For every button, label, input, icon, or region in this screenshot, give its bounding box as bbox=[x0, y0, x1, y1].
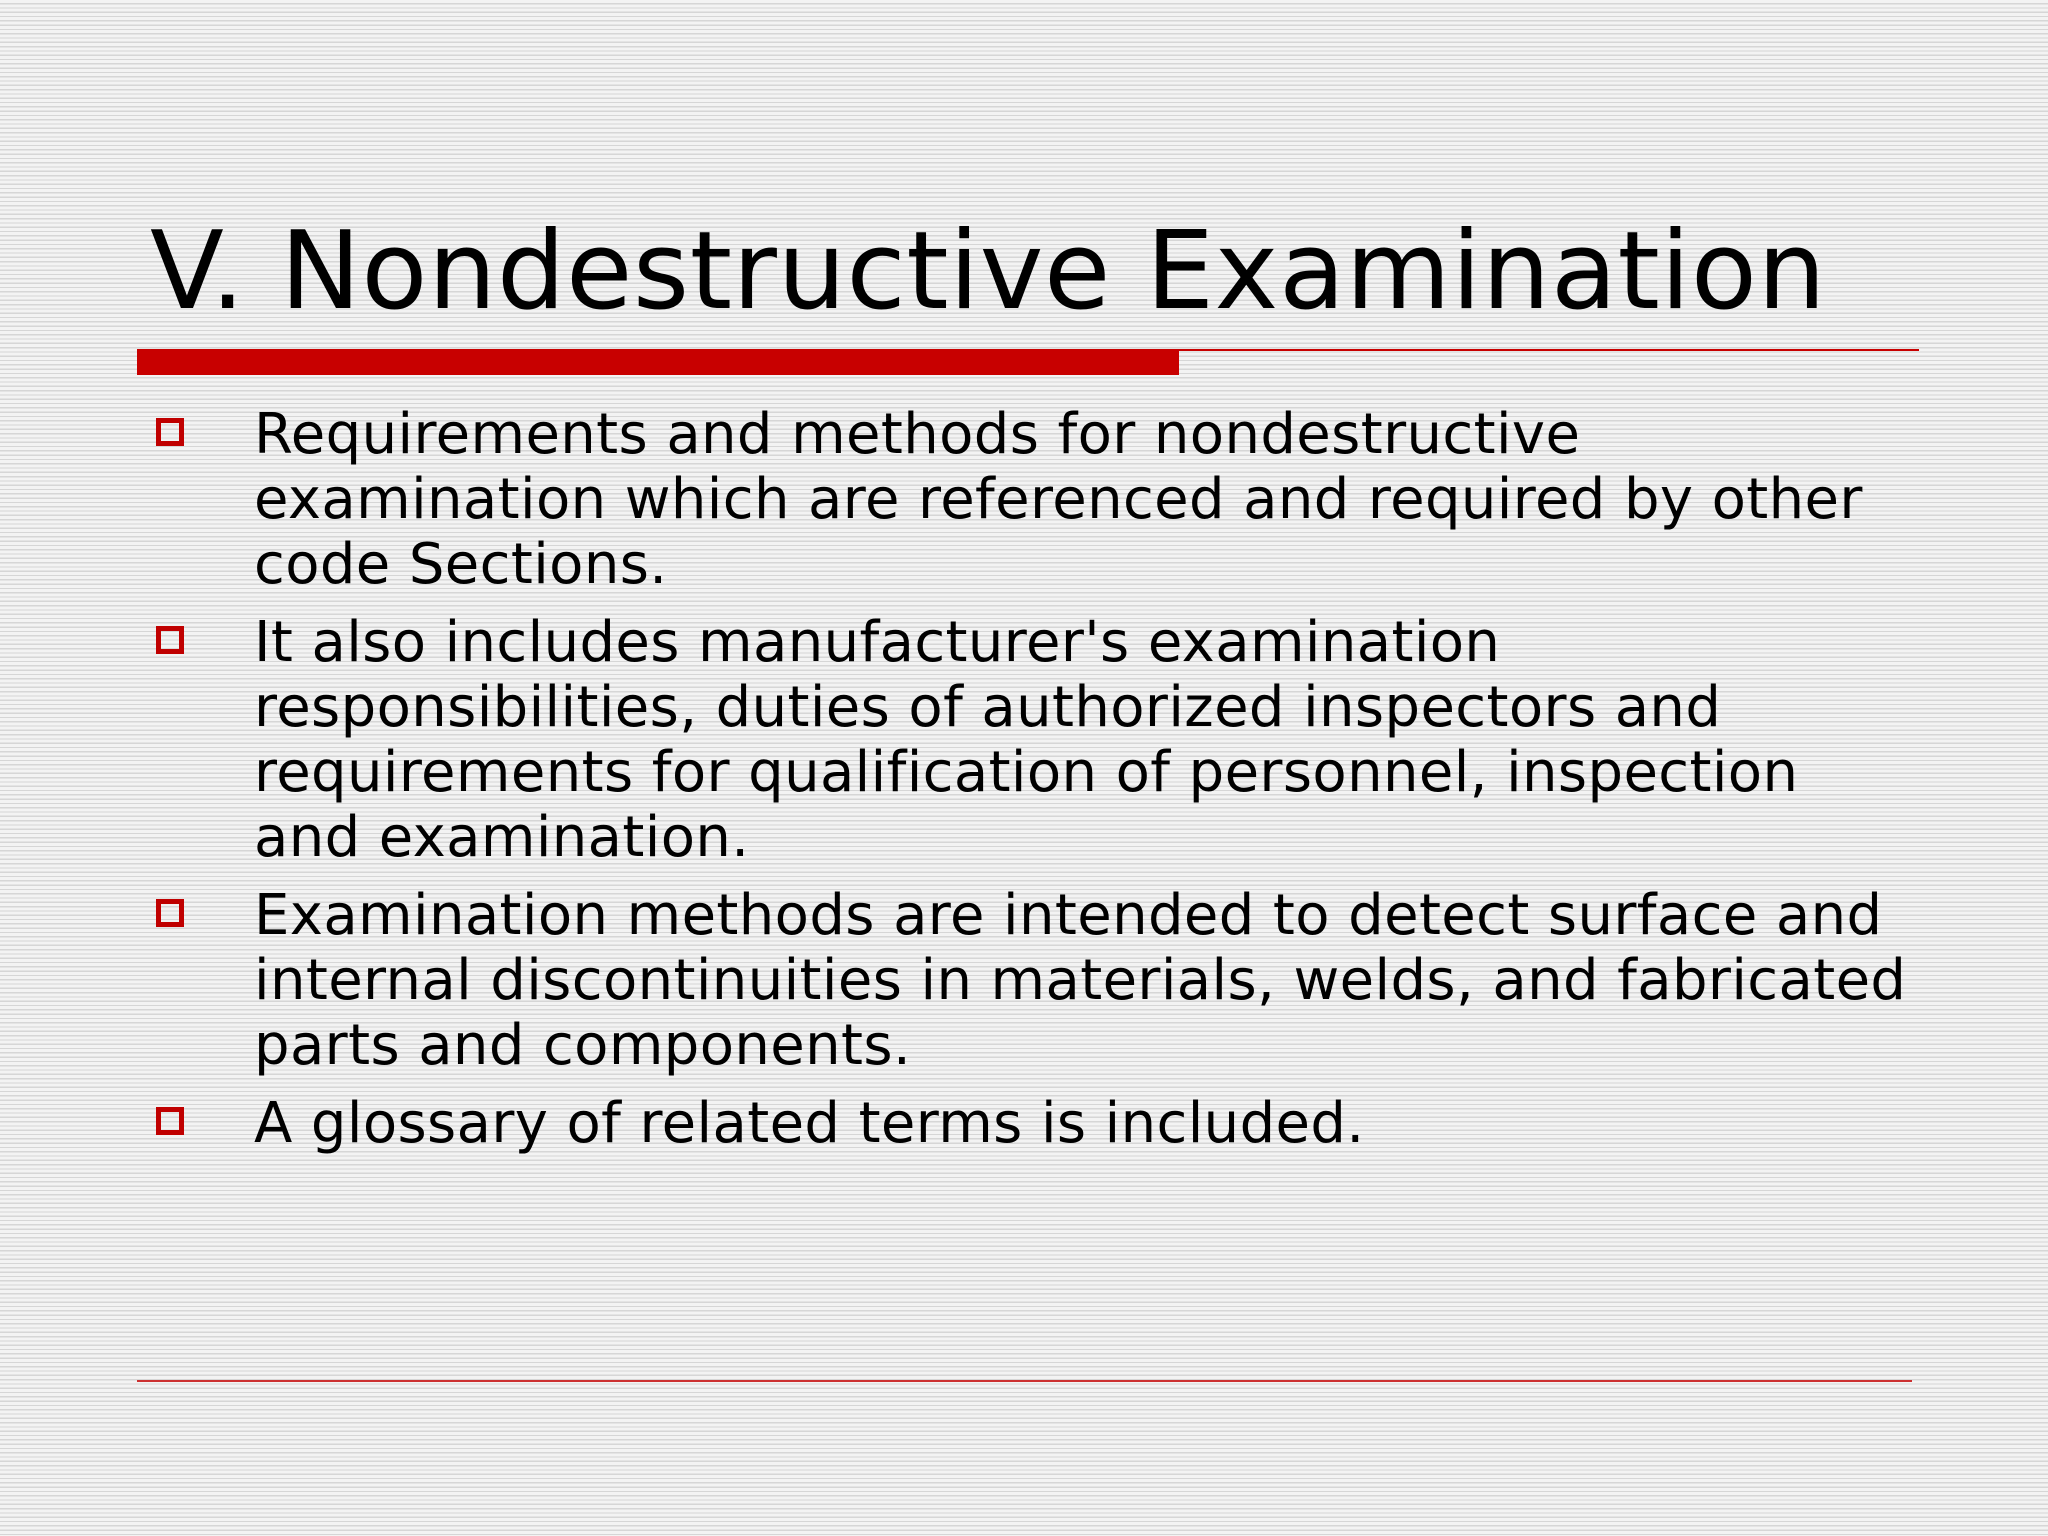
bullet-item bbox=[150, 402, 1910, 597]
bullet-item bbox=[150, 610, 1910, 870]
bullet-item bbox=[150, 883, 1910, 1078]
title-underline-thick bbox=[137, 349, 1179, 375]
bullet-text: Examination methods are intended to detect surface and internal discontinuities in materials, welds, and fabricated parts and components. bbox=[254, 883, 1907, 1078]
hollow-square-bullet-icon bbox=[156, 1107, 184, 1135]
footer-divider bbox=[137, 1380, 1912, 1382]
bullet-text: It also includes manufacturer's examination responsibilities, duties of authorized inspectors and requirements for qualification of personnel, inspection and examination. bbox=[254, 610, 1799, 870]
bullet-text: Requirements and methods for nondestructive examination which are referenced and required by other code Sections. bbox=[254, 402, 1863, 597]
hollow-square-bullet-icon bbox=[156, 418, 184, 446]
bullet-list bbox=[150, 402, 1910, 1169]
hollow-square-bullet-icon bbox=[156, 626, 184, 654]
hollow-square-bullet-icon bbox=[156, 899, 184, 927]
slide-title: V. Nondestructive Examination bbox=[150, 209, 1827, 334]
bullet-item bbox=[150, 1091, 1910, 1156]
bullet-text: A glossary of related terms is included. bbox=[254, 1091, 1365, 1156]
